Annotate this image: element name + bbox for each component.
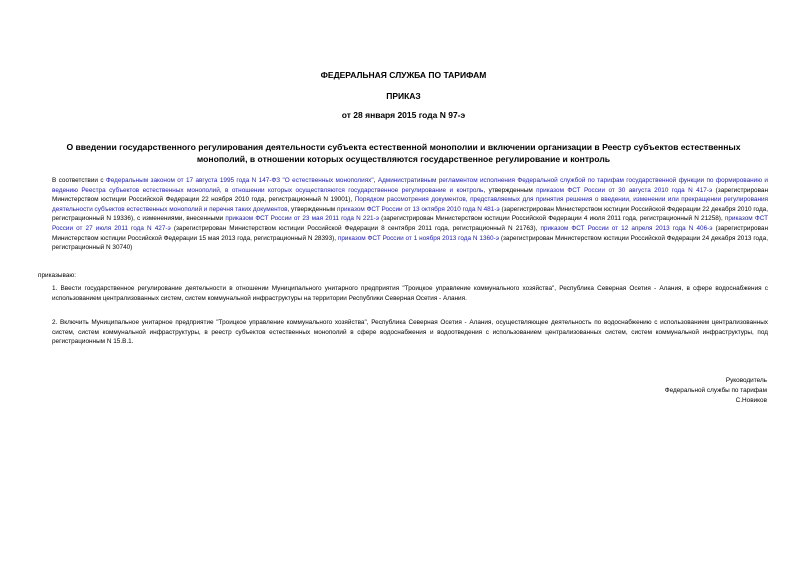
legal-reference-link[interactable]: приказом ФСТ России от 23 мая 2011 года N 221-э bbox=[225, 215, 379, 223]
legal-reference-link[interactable]: приказом ФСТ России от 27 июля 2011 года N 427-э bbox=[52, 215, 769, 232]
doc-title: О введении государственного регулирования деятельности субъекта естественной монополии и включении организации в Реестр субъектов естественных монополий, в отношении которых осуществляются государственное регулирование и контроль bbox=[66, 142, 741, 164]
preamble-segment: , утвержденным bbox=[483, 186, 537, 194]
doc-date-number: от 28 января 2015 года N 97-э bbox=[341, 110, 466, 120]
signature-block bbox=[567, 376, 767, 407]
preamble-segment: В соответствии с bbox=[52, 177, 106, 184]
org-name: ФЕДЕРАЛЬНАЯ СЛУЖБА ПО ТАРИФАМ bbox=[320, 70, 487, 80]
legal-reference-link[interactable]: Порядком рассмотрения документов, представляемых для принятия решения о введении, изменении или прекращении регулирования деятельности субъектов естественных монополий и перечня таких документов bbox=[52, 196, 769, 213]
preamble-segment: (зарегистрирован Министерством юстиции Российской Федерации 22 декабря 2010 года, регистрационный N 19336), с изменениями, внесенными bbox=[52, 205, 769, 223]
preamble-text bbox=[38, 176, 768, 253]
item-2 bbox=[38, 318, 768, 347]
item-1-text: 1. Ввести государственное регулирование деятельности в отношении Муниципального унитарного предприятия "Троицкое управление коммунального хозяйства", Республика Северная Осетия - Алания, в сфере водоснабжения с использованием централизованных систем, систем коммунальной инфраструктуры на территории Республики Северная Осетия - Алания. bbox=[52, 285, 768, 302]
item-2-text: 2. Включить Муниципальное унитарное предприятие "Троицкое управление коммунального хозяйства", Республика Северная Осетия - Алания, осуществляющее деятельность по водоснабжению с использованием централизованных систем, систем коммунальной инфраструктуры, в реестр субъектов естественных монополий в сфере водоснабжения и водоотведения с использованием централизованных систем, систем коммунальной инфраструктуры, под регистрационным N 15.В.1. bbox=[52, 319, 768, 346]
legal-reference-link[interactable]: Федеральным законом от 17 августа 1995 года N 147-ФЗ "О естественных монополиях" bbox=[105, 177, 374, 184]
legal-reference-link[interactable]: приказом ФСТ России от 12 апреля 2013 года N 406-э bbox=[540, 224, 713, 232]
preamble-paragraph bbox=[38, 176, 768, 253]
preamble-segment: (зарегистрирован Министерством юстиции Российской Федерации 24 декабря 2013 года, регистрационный N 30740) bbox=[52, 234, 768, 252]
signature-name: С.Новиков bbox=[735, 397, 767, 405]
legal-reference-link[interactable]: приказом ФСТ России от 30 августа 2010 года N 417-э bbox=[536, 186, 713, 194]
preamble-segment: (зарегистрирован Министерством юстиции Российской Федерации 8 сентября 2011 года, регистрационный N 21763), bbox=[170, 224, 541, 232]
preamble-segment: (зарегистрирован Министерством юстиции Российской Федерации 4 июля 2011 года, регистрационный N 21258), bbox=[378, 215, 725, 223]
item-1 bbox=[38, 284, 768, 303]
doc-type: ПРИКАЗ bbox=[386, 91, 421, 101]
legal-reference-link[interactable]: приказом ФСТ России от 13 октября 2010 года N 481-э bbox=[336, 205, 500, 213]
preamble-segment: (зарегистрирован Министерством юстиции Российской Федерации 15 мая 2013 года, регистрационный N 28393), bbox=[52, 224, 768, 242]
preamble-segment: (зарегистрирован Министерством юстиции Российской Федерации 22 ноября 2010 года, регистрационный N 19001), bbox=[52, 186, 769, 204]
legal-reference-link[interactable]: Административным регламентом исполнения Федеральной службой по тарифам государственной функции по формированию и ведению Реестра субъектов естественных монополий, в отношении которых осуществляются государственное регулирование и контроль bbox=[52, 177, 768, 194]
legal-reference-link[interactable]: приказом ФСТ России от 1 ноября 2013 года N 1360-э bbox=[337, 234, 499, 242]
order-word: приказываю: bbox=[38, 272, 76, 279]
preamble-segment: , bbox=[373, 177, 378, 184]
preamble-segment: , утвержденным bbox=[287, 205, 337, 213]
signature-organization: Федеральной службы по тарифам bbox=[664, 387, 767, 395]
signature-position: Руководитель bbox=[725, 377, 767, 384]
